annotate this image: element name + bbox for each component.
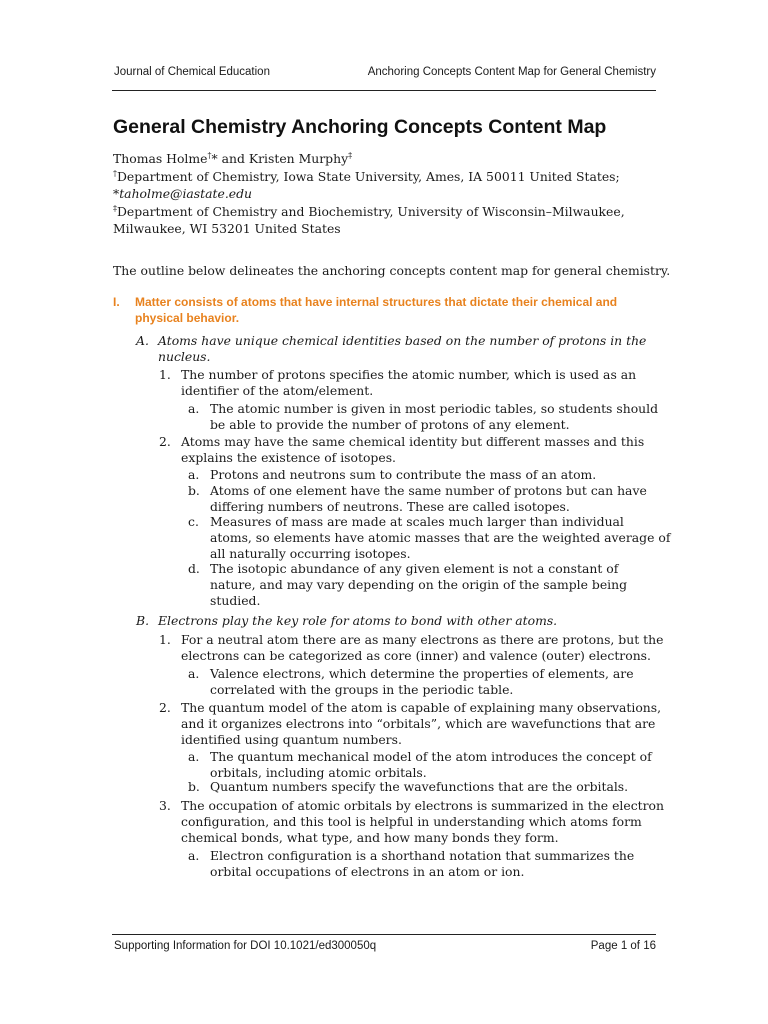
email-link[interactable]: taholme@iastate.edu <box>119 186 253 201</box>
outline-line: Atoms of one element have the same number of protons but can have <box>210 483 647 498</box>
outline-line: identifier of the atom/element. <box>181 382 374 398</box>
outline-line: For a neutral atom there are as many electrons as there are protons, but the <box>181 632 664 647</box>
section-marker: I. <box>113 295 120 309</box>
outline-line: chemical bonds, what type, and how many bonds they form. <box>181 829 559 845</box>
intro-paragraph: The outline below delineates the anchoring concepts content map for general chemistry. <box>113 263 671 278</box>
page-footer <box>114 940 656 952</box>
affiliation-line <box>113 168 673 186</box>
outline-line: explains the existence of isotopes. <box>181 449 396 465</box>
email-line <box>113 185 673 203</box>
affiliation-text: Department of Chemistry, Iowa State University, Ames, IA 50011 United States; <box>117 168 620 184</box>
outline-line: The occupation of atomic orbitals by electrons is summarized in the electron <box>181 798 664 813</box>
outline-line: configuration, and this tool is helpful in understanding which atoms form <box>181 813 642 829</box>
outline-marker: B. <box>136 613 150 628</box>
outline-line: The quantum mechanical model of the atom introduces the concept of <box>210 749 652 764</box>
header-rule <box>112 90 656 91</box>
journal-name: Journal of Chemical Education <box>114 66 270 78</box>
outline-line: The number of protons specifies the atomic number, which is used as an <box>181 367 637 382</box>
outline-line: differing numbers of neutrons. These are called isotopes. <box>210 498 570 514</box>
outline-marker: d. <box>188 561 200 576</box>
section-heading-line: physical behavior. <box>135 311 240 325</box>
outline-line: orbital occupations of electrons in an atom or ion. <box>210 863 525 879</box>
outline-line: atoms, so elements have atomic masses that are the weighted average of <box>210 529 671 545</box>
outline-line: orbitals, including atomic orbitals. <box>210 764 427 780</box>
outline-line: identified using quantum numbers. <box>181 731 402 747</box>
outline-marker: a. <box>188 467 200 482</box>
affiliation-mark: † <box>113 168 117 178</box>
outline-marker: 2. <box>159 700 171 715</box>
outline-line: be able to provide the number of protons of any element. <box>210 416 570 432</box>
outline-marker: a. <box>188 401 200 416</box>
outline-marker: b. <box>188 483 200 498</box>
author-block <box>113 150 673 238</box>
outline-marker: c. <box>188 514 199 529</box>
outline-line: The quantum model of the atom is capable of explaining many observations, <box>181 700 662 715</box>
outline-line: The atomic number is given in most periodic tables, so students should <box>210 401 659 416</box>
outline-line: studied. <box>210 592 261 608</box>
outline-line: Electrons play the key role for atoms to bond with other atoms. <box>158 613 558 628</box>
outline-marker: 2. <box>159 434 171 449</box>
author-name: Thomas Holme <box>113 151 208 166</box>
outline-marker: a. <box>188 848 200 863</box>
outline-line: Valence electrons, which determine the properties of elements, are <box>210 666 634 681</box>
outline-line: Protons and neutrons sum to contribute the mass of an atom. <box>210 467 597 482</box>
outline-marker: 3. <box>159 798 171 813</box>
affiliation-mark: † <box>207 150 212 160</box>
author-conjunction: and <box>217 151 249 166</box>
page-header <box>114 66 656 84</box>
affiliation-mark: ‡ <box>113 203 117 213</box>
affiliation-text: Milwaukee, WI 53201 United States <box>113 221 341 236</box>
outline-line: The isotopic abundance of any given element is not a constant of <box>210 561 619 576</box>
outline-marker: a. <box>188 666 200 681</box>
affiliation-line <box>113 203 673 221</box>
outline-line: electrons can be categorized as core (inner) and valence (outer) electrons. <box>181 647 651 663</box>
outline-line: correlated with the groups in the periodic table. <box>210 681 514 697</box>
outline-line: Measures of mass are made at scales much larger than individual <box>210 514 624 529</box>
outline-marker: a. <box>188 749 200 764</box>
corresponding-mark: * <box>113 186 120 201</box>
doi-text: Supporting Information for DOI 10.1021/ed300050q <box>114 940 377 952</box>
outline-marker: b. <box>188 779 200 794</box>
outline-marker: A. <box>136 333 149 348</box>
author-line <box>113 150 673 168</box>
affiliation-mark: ‡ <box>348 150 353 160</box>
corresponding-mark: * <box>211 151 218 166</box>
outline-line: Atoms may have the same chemical identity but different masses and this <box>181 434 645 449</box>
outline-line: nature, and may vary depending on the origin of the sample being <box>210 576 628 592</box>
affiliation-line <box>113 220 673 238</box>
outline-line: Quantum numbers specify the wavefunctions that are the orbitals. <box>210 779 629 794</box>
author-name: Kristen Murphy <box>248 151 349 166</box>
document-title: General Chemistry Anchoring Concepts Content Map <box>113 116 607 138</box>
outline-marker: 1. <box>159 367 171 382</box>
outline-line: Electron configuration is a shorthand notation that summarizes the <box>210 848 635 863</box>
outline-line: nucleus. <box>158 348 211 364</box>
outline-line: all naturally occurring isotopes. <box>210 545 411 561</box>
section-heading-line: Matter consists of atoms that have internal structures that dictate their chemical and <box>135 295 618 309</box>
running-title: Anchoring Concepts Content Map for General Chemistry <box>367 66 656 78</box>
page-number: Page 1 of 16 <box>590 940 656 952</box>
footer-rule <box>112 934 656 935</box>
outline-marker: 1. <box>159 632 171 647</box>
outline-line: Atoms have unique chemical identities based on the number of protons in the <box>158 333 647 348</box>
outline-line: and it organizes electrons into “orbitals”, which are wavefunctions that are <box>181 715 656 731</box>
affiliation-text: Department of Chemistry and Biochemistry, University of Wisconsin–Milwaukee, <box>117 203 625 219</box>
